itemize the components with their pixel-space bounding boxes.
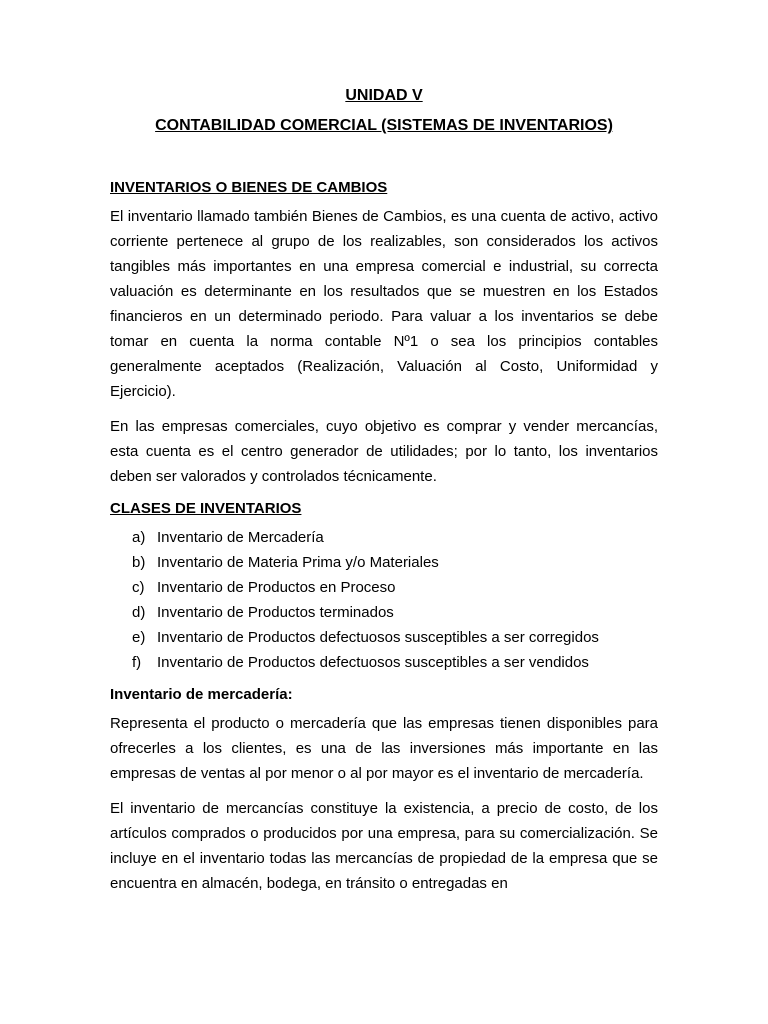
paragraph: El inventario llamado también Bienes de Cambios, es una cuenta de activo, activo corriente pertenece al grupo de los realizables, son considerados los activos tangibles más importantes en una empresa comercial e industrial, su correcta valuación es determinante en los resultados que se muestren en los Estados financieros en un determinado periodo. Para valuar a los inventarios se debe tomar en cuenta la norma contable Nº1 o sea los principios contables generalmente aceptados (Realización, Valuación al Costo, Uniformidad y Ejercicio). bbox=[110, 208, 658, 400]
list-item bbox=[132, 600, 658, 625]
list-marker: a) bbox=[132, 529, 146, 546]
list-marker: d) bbox=[132, 604, 146, 621]
list-marker: f) bbox=[132, 654, 142, 671]
section-heading-mercaderia: Inventario de mercadería: bbox=[110, 686, 293, 703]
list-item bbox=[132, 650, 658, 675]
list-item-text: Inventario de Productos defectuosos susceptibles a ser vendidos bbox=[157, 654, 589, 671]
list-item-text: Inventario de Productos terminados bbox=[157, 604, 394, 621]
list-item-text: Inventario de Productos defectuosos susceptibles a ser corregidos bbox=[157, 629, 599, 646]
document-subtitle: CONTABILIDAD COMERCIAL (SISTEMAS DE INVENTARIOS) bbox=[155, 117, 613, 134]
list-item-text: Inventario de Materia Prima y/o Materiales bbox=[157, 554, 439, 571]
list-item bbox=[132, 550, 658, 575]
document-page bbox=[110, 86, 658, 906]
list-item-text: Inventario de Productos en Proceso bbox=[157, 579, 396, 596]
paragraph: En las empresas comerciales, cuyo objetivo es comprar y vender mercancías, esta cuenta es el centro generador de utilidades; por lo tanto, los inventarios deben ser valorados y controlados técnicamente. bbox=[110, 418, 658, 485]
section-heading-clases: CLASES DE INVENTARIOS bbox=[110, 500, 302, 517]
paragraph: El inventario de mercancías constituye la existencia, a precio de costo, de los artículos comprados o producidos por una empresa, para su comercialización. Se incluye en el inventario todas las mercancías de propiedad de la empresa que se encuentra en almacén, bodega, en tránsito o entregadas en bbox=[110, 800, 658, 892]
list-marker: b) bbox=[132, 554, 146, 571]
document-title: UNIDAD V bbox=[345, 87, 423, 104]
paragraph: Representa el producto o mercadería que las empresas tienen disponibles para ofrecerles a los clientes, es una de las inversiones más importante en las empresas de ventas al por menor o al por mayor es el inventario de mercadería. bbox=[110, 715, 658, 782]
section-heading-inventarios: INVENTARIOS O BIENES DE CAMBIOS bbox=[110, 179, 388, 196]
list-marker: e) bbox=[132, 629, 146, 646]
list-item bbox=[132, 625, 658, 650]
list-item bbox=[132, 575, 658, 600]
list-item-text: Inventario de Mercadería bbox=[157, 529, 324, 546]
list-item bbox=[132, 525, 658, 550]
clases-list bbox=[110, 525, 658, 675]
list-marker: c) bbox=[132, 579, 145, 596]
